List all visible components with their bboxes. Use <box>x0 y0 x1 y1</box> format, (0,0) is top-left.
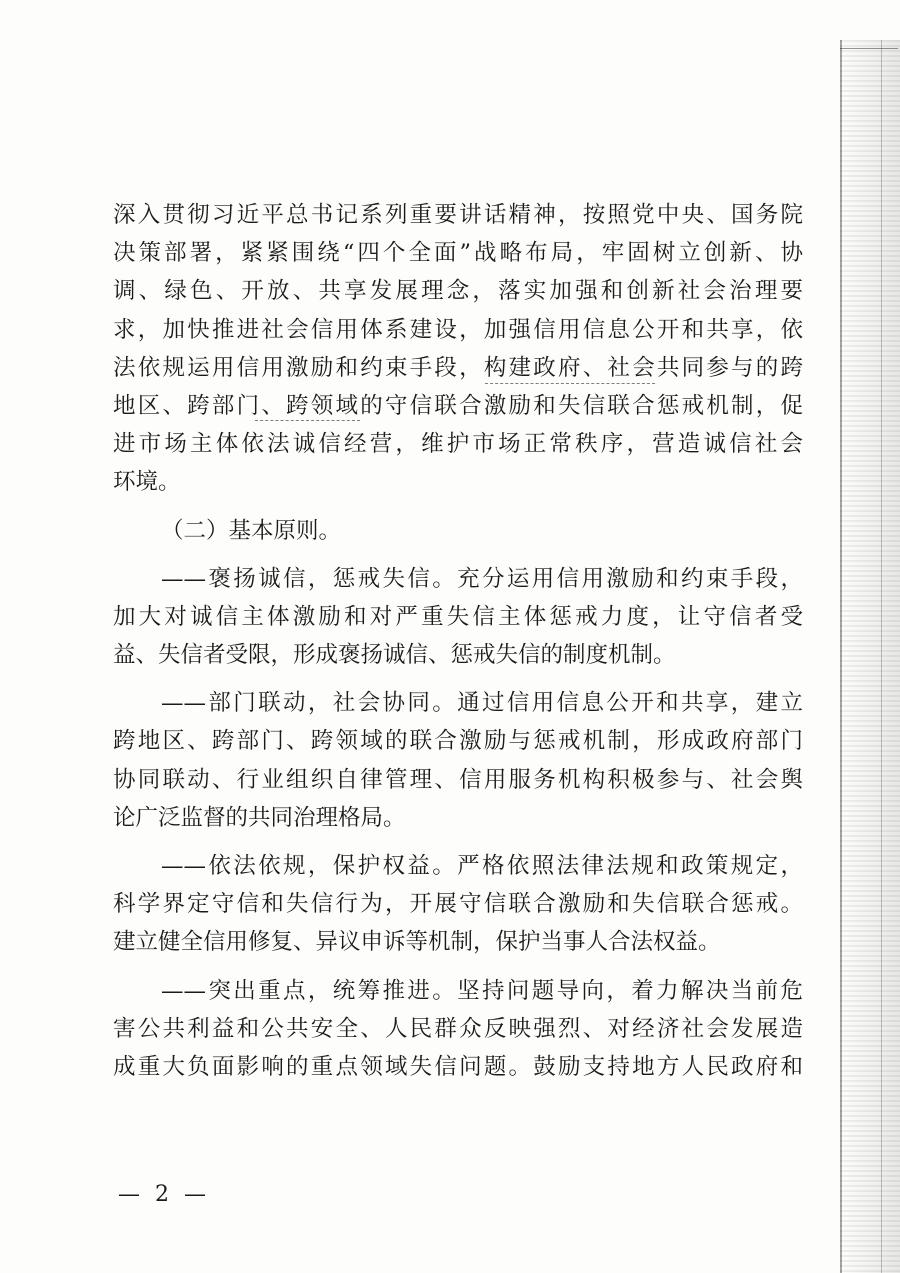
text-line: 跨地区、跨部门、跨领域的联合激励与惩戒机制，形成政府部门 <box>113 728 803 755</box>
text-line: 进市场主体依法诚信经营，维护市场正常秩序，营造诚信社会 <box>113 431 803 458</box>
scan-edge-line-inner <box>881 40 882 1273</box>
scan-edge-top-line <box>840 48 898 49</box>
text-line: 法依规运用信用激励和约束手段，构建政府、社会共同参与的跨 <box>113 354 803 381</box>
text-line: ——褒扬诚信，惩戒失信。充分运用信用激励和约束手段， <box>161 565 803 592</box>
text-line: 害公共利益和公共安全、人民群众反映强烈、对经济社会发展造 <box>113 1015 803 1042</box>
page-number: — 2 — <box>118 1182 210 1207</box>
text-line: 加大对诚信主体激励和对严重失信主体惩戒力度，让守信者受 <box>113 603 803 630</box>
scan-edge-shadow <box>840 40 900 1273</box>
text-line: 建立健全信用修复、异议申诉等机制，保护当事人合法权益。 <box>113 929 721 956</box>
document-body <box>113 196 803 1086</box>
text-line: ——突出重点，统筹推进。坚持问题导向，着力解决当前危 <box>161 977 803 1004</box>
text-line: ——依法依规，保护权益。严格依照法律法规和政策规定， <box>161 853 803 879</box>
text-line: 论广泛监督的共同治理格局。 <box>113 804 406 831</box>
text-line: 益、失信者受限，形成褒扬诚信、惩戒失信的制度机制。 <box>113 642 676 669</box>
text-line: 深入贯彻习近平总书记系列重要讲话精神，按照党中央、国务院 <box>113 202 803 228</box>
text-line: 地区、跨部门、跨领域的守信联合激励和失信联合惩戒机制，促 <box>113 392 803 419</box>
pen-underline-mark <box>485 383 655 384</box>
pen-underline-mark <box>255 420 360 421</box>
section-heading: （二）基本原则。 <box>161 517 342 544</box>
text-line: 决策部署，紧紧围绕“四个全面”战略布局，牢固树立创新、协 <box>113 240 803 267</box>
scan-edge-line <box>840 40 842 1273</box>
text-line: 成重大负面影响的重点领域失信问题。鼓励支持地方人民政府和 <box>113 1053 803 1080</box>
text-line: 求，加快推进社会信用体系建设，加强信用信息公开和共享，依 <box>113 316 803 343</box>
text-line: ——部门联动，社会协同。通过信用信息公开和共享，建立 <box>161 690 803 717</box>
text-line: 调、绿色、开放、共享发展理念，落实加强和创新社会治理要 <box>113 278 803 305</box>
text-line: 环境。 <box>113 469 181 496</box>
text-line: 协同联动、行业组织自律管理、信用服务机构积极参与、社会舆 <box>113 766 803 793</box>
text-line: 科学界定守信和失信行为，开展守信联合激励和失信联合惩戒。 <box>113 891 803 918</box>
